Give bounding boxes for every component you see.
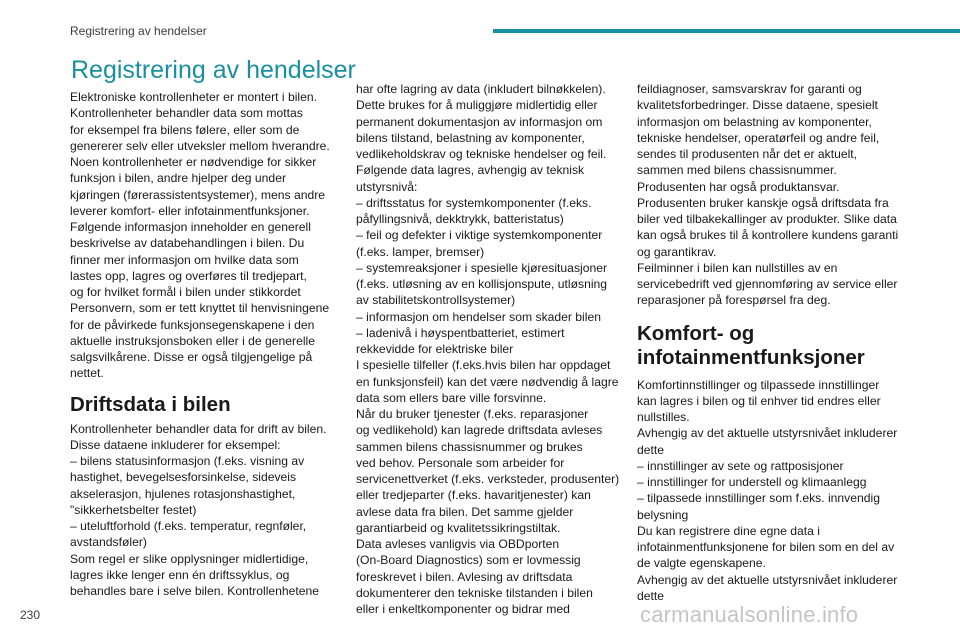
page-number: 230 bbox=[20, 608, 41, 622]
text-line: nullstilles. bbox=[637, 410, 690, 424]
text-line: Kontrollenheter behandler data for drift av bilen. bbox=[70, 421, 327, 436]
text-line: Du kan registrere dine egne data i bbox=[637, 523, 820, 538]
text-line: Komfortinnstillinger og tilpassede innstillinger bbox=[637, 377, 880, 392]
text-line: data som ellers bare ville forsvinne. bbox=[356, 390, 547, 405]
text-line: (f.eks. utløsning av en kollisjonspute, utløsning bbox=[356, 277, 608, 291]
text-line: behandles bare i selve bilen. Kontrollenhetene bbox=[70, 584, 320, 598]
column-3 bbox=[637, 81, 902, 604]
section-heading-komfort bbox=[637, 322, 902, 370]
text-line: avstandsføler) bbox=[70, 535, 147, 550]
watermark: carmanualsonline.info bbox=[640, 602, 859, 627]
text-line: – informasjon om hendelser som skader bilen bbox=[356, 309, 601, 324]
column-3-text bbox=[637, 81, 902, 309]
text-line: Noen kontrollenheter er nødvendige for sikker bbox=[70, 155, 317, 169]
text-line: bilens tilstand, belastning av komponenter, bbox=[356, 130, 585, 145]
text-line: – uteluftforhold (f.eks. temperatur, regnføler, bbox=[70, 519, 307, 533]
text-line: en funksjonsfeil) kan det være nødvendig å lagre bbox=[356, 374, 619, 389]
text-line: og garantikrav. bbox=[637, 244, 717, 259]
text-line: tekniske hendelser, operatørfeil og andre feil, bbox=[637, 130, 880, 145]
text-line: Produsenten har også produktansvar. bbox=[637, 179, 840, 194]
text-line: Elektroniske kontrollenheter er montert i bilen. bbox=[70, 90, 317, 104]
text-line: – innstillinger for understell og klimaanlegg bbox=[637, 475, 867, 489]
text-line: permanent dokumentasjon av informasjon om bbox=[356, 114, 603, 129]
section-heading-driftsdata: Driftsdata i bilen bbox=[70, 392, 231, 416]
text-line: eller i enkeltkomponenter og bidrar med bbox=[356, 602, 570, 616]
text-line: servicenettverket (f.eks. verksteder, produsenter) bbox=[356, 472, 620, 486]
text-line: – bilens statusinformasjon (f.eks. visning av bbox=[70, 454, 305, 468]
column-2-text bbox=[356, 81, 621, 617]
text-line: Følgende data lagres, avhengig av teknisk bbox=[356, 163, 585, 178]
text-line: – innstillinger av sete og rattposisjoner bbox=[637, 458, 844, 473]
text-line: Følgende informasjon inneholder en generell bbox=[70, 220, 311, 234]
text-line: beskrivelse av databehandlingen i bilen. Du bbox=[70, 236, 305, 251]
text-line: dette bbox=[637, 588, 665, 603]
text-line: Disse dataene inkluderer for eksempel: bbox=[70, 437, 281, 452]
text-line: for de påvirkede funksjonsegenskapene i den bbox=[70, 317, 315, 332]
text-line: garantiarbeid og kvalitetssikringstiltak. bbox=[356, 520, 561, 535]
text-line: funksjon i bilen, andre hjelper deg under bbox=[70, 171, 286, 186]
text-line: Dette brukes for å muliggjøre midlertidig eller bbox=[356, 98, 598, 113]
text-line: hastighet, bevegelsesforsinkelse, sideveis bbox=[70, 470, 297, 485]
intro-paragraph bbox=[70, 89, 335, 382]
komfort-paragraph bbox=[637, 377, 902, 605]
text-line: Når du bruker tjenester (f.eks. reparasjoner bbox=[356, 407, 589, 421]
text-line: leverer komfort- eller infotainmentfunksjoner. bbox=[70, 203, 310, 218]
text-line: "sikkerhetsbelter festet) bbox=[70, 502, 197, 517]
text-line: kjøringen (førerassistentsystemer), mens andre bbox=[70, 187, 326, 202]
text-line: sendes til produsenten når det er aktuelt, bbox=[637, 147, 858, 161]
text-line: salgsvilkårene. Disse er også tilgjengelige på bbox=[70, 350, 313, 364]
text-line: – systemreaksjoner i spesielle kjøresituasjoner bbox=[356, 260, 608, 275]
text-line: infotainmentfunksjonene for bilen som en del av bbox=[637, 540, 895, 554]
text-line: belysning bbox=[637, 507, 689, 522]
text-line: genererer selv eller utveksler mellom hverandre. bbox=[70, 138, 330, 153]
section-heading-komfort-line-1: Komfort- og bbox=[637, 321, 755, 345]
text-line: Kontrollenheter behandler data som mottas bbox=[70, 106, 303, 121]
page-title: Registrering av hendelser bbox=[71, 56, 356, 84]
header-accent-bar bbox=[493, 29, 960, 33]
column-2 bbox=[356, 81, 621, 617]
section-heading-komfort-line-2: infotainmentfunksjoner bbox=[637, 345, 865, 369]
text-line: Feilminner i bilen kan nullstilles av en bbox=[637, 260, 838, 275]
text-line: I spesielle tilfeller (f.eks.hvis bilen har oppdaget bbox=[356, 358, 611, 373]
text-line: (f.eks. lamper, bremser) bbox=[356, 244, 485, 259]
text-line: for eksempel fra bilens følere, eller som de bbox=[70, 122, 300, 137]
text-line: feildiagnoser, samsvarskrav for garanti og bbox=[637, 82, 862, 96]
text-line: biler ved tilbakekallinger av produkter. Slike data bbox=[637, 212, 897, 226]
text-line: – ladenivå i høyspentbatteriet, estimert bbox=[356, 325, 565, 340]
text-line: – feil og defekter i viktige systemkomponenter bbox=[356, 228, 603, 243]
text-line: sammen bilens chassisnummer og brukes bbox=[356, 439, 583, 454]
text-line: dette bbox=[637, 442, 665, 457]
text-line: Produsenten bruker kanskje også driftsdata fra bbox=[637, 195, 889, 210]
text-line: Personvern, som er tett knyttet til henvisningene bbox=[70, 301, 330, 316]
text-line: avlese data fra bilen. Det samme gjelder bbox=[356, 504, 574, 519]
text-line: vedlikeholdskrav og tekniske hendelser og feil. bbox=[356, 147, 607, 161]
text-line: Avhengig av det aktuelle utstyrsnivået inkluderer bbox=[637, 426, 898, 441]
text-line: Som regel er slike opplysninger midlertidige, bbox=[70, 551, 309, 566]
text-line: Data avleses vanligvis via OBDporten bbox=[356, 537, 560, 551]
driftsdata-paragraph bbox=[70, 421, 335, 600]
text-line: aktuelle instruksjonsboken eller i de generelle bbox=[70, 333, 315, 348]
running-header: Registrering av hendelser bbox=[70, 24, 207, 38]
text-line: kan også brukes til å kontrollere kundens garanti bbox=[637, 228, 899, 243]
text-line: dokumenterer den tekniske tilstanden i bilen bbox=[356, 585, 593, 600]
text-line: foreskrevet i bilen. Avlesing av driftsdata bbox=[356, 569, 573, 584]
text-line: (On-Board Diagnostics) som er lovmessig bbox=[356, 553, 581, 568]
text-line: servicebedrift ved gjennomføring av service eller bbox=[637, 277, 898, 291]
text-line: og for hvilket formål i bilen under stikkordet bbox=[70, 285, 301, 299]
text-line: eller tredjeparter (f.eks. havaritjenester) kan bbox=[356, 488, 591, 503]
text-line: finner mer informasjon om hvilke data som bbox=[70, 252, 299, 267]
text-line: informasjon om belastning av komponenter, bbox=[637, 114, 872, 129]
text-line: utstyrsnivå: bbox=[356, 179, 418, 194]
text-line: kvalitetsforbedringer. Disse dataene, spesielt bbox=[637, 98, 878, 113]
text-line: rekkevidde for elektriske biler bbox=[356, 342, 514, 356]
text-line: de valgte egenskapene. bbox=[637, 556, 766, 571]
text-line: reparasjoner på forespørsel fra deg. bbox=[637, 293, 831, 308]
text-line: kan lagres i bilen og til enhver tid endres eller bbox=[637, 393, 881, 408]
text-line: ved behov. Personale som arbeider for bbox=[356, 455, 565, 470]
text-line: Avhengig av det aktuelle utstyrsnivået inkluderer bbox=[637, 572, 898, 587]
text-line: – tilpassede innstillinger som f.eks. innvendig bbox=[637, 491, 880, 506]
text-line: har ofte lagring av data (inkludert bilnøkkelen). bbox=[356, 82, 606, 96]
text-line: lagres ikke lenger enn én driftssyklus, og bbox=[70, 567, 290, 582]
text-line: – driftsstatus for systemkomponenter (f.eks. bbox=[356, 195, 592, 210]
text-line: av stabilitetskontrollsystemer) bbox=[356, 293, 516, 308]
column-1 bbox=[70, 55, 356, 599]
text-line: påfyllingsnivå, dekktrykk, batteristatus) bbox=[356, 212, 564, 226]
text-line: og vedlikehold) kan lagrede driftsdata avleses bbox=[356, 423, 603, 438]
text-line: sammen med bilens chassisnummer. bbox=[637, 163, 837, 178]
text-line: lastes opp, lagres og overføres til tredjepart, bbox=[70, 268, 307, 283]
text-line: nettet. bbox=[70, 366, 104, 381]
text-line: akselerasjon, hjulenes rotasjonshastighet, bbox=[70, 486, 296, 501]
